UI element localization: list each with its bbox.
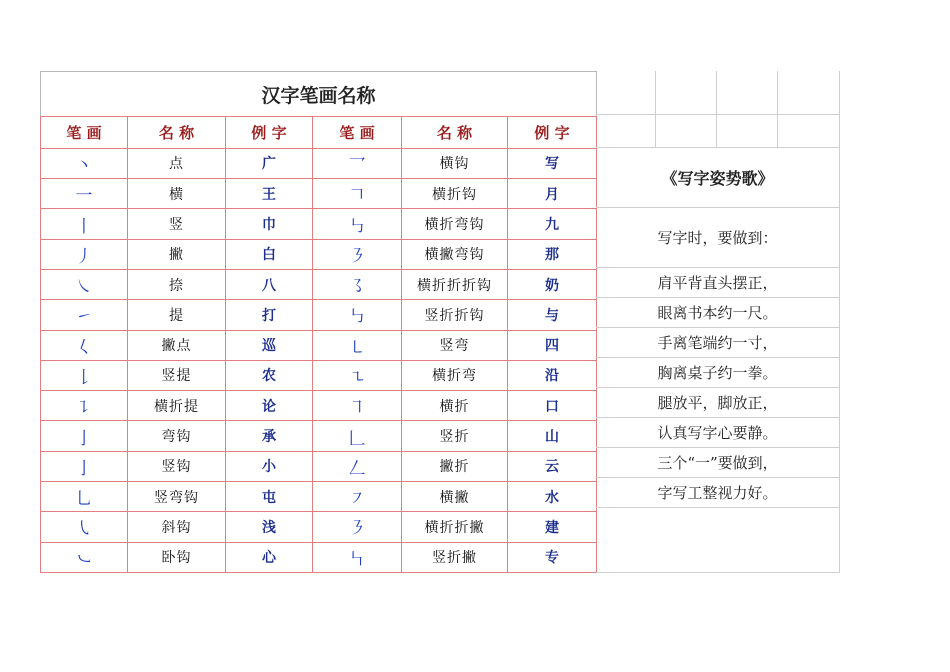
poem-line: 写字时，要做到： <box>596 208 840 268</box>
example-char: 巡 <box>226 330 313 360</box>
stroke-name: 横 <box>128 179 226 209</box>
stroke-glyph: 丶 <box>41 148 128 178</box>
grid-cell <box>596 115 656 148</box>
poem-line: 手离笔端约一寸， <box>596 328 840 358</box>
table-row <box>41 542 597 572</box>
stroke-name: 弯钩 <box>128 421 226 451</box>
stroke-name: 竖折折钩 <box>402 300 508 330</box>
stroke-glyph: 𡿨 <box>41 330 128 360</box>
example-char: 八 <box>226 269 313 299</box>
stroke-glyph: ㇋ <box>313 239 402 269</box>
stroke-glyph: ㇂ <box>41 512 128 542</box>
poem-panel <box>596 71 840 573</box>
stroke-glyph: 亅 <box>41 421 128 451</box>
stroke-name: 点 <box>128 148 226 178</box>
stroke-glyph: ㇉ <box>313 209 402 239</box>
stroke-glyph: 丿 <box>41 239 128 269</box>
example-char: 奶 <box>508 269 597 299</box>
stroke-glyph: ㇇ <box>313 482 402 512</box>
stroke-name: 横折 <box>402 391 508 421</box>
example-char: 四 <box>508 330 597 360</box>
stroke-name: 竖弯钩 <box>128 482 226 512</box>
example-char: 沿 <box>508 360 597 390</box>
poem-line: 腿放平，脚放正， <box>596 388 840 418</box>
grid-cell <box>717 71 778 115</box>
poem-line: 眼离书本约一尺。 <box>596 298 840 328</box>
grid-cell <box>656 71 717 115</box>
column-header: 笔 画 <box>313 117 402 148</box>
table-row <box>41 209 597 239</box>
example-char: 打 <box>226 300 313 330</box>
stroke-glyph: ㇕ <box>313 391 402 421</box>
stroke-glyph: 𠃊 <box>313 421 402 451</box>
table-row <box>41 421 597 451</box>
stroke-names-sheet <box>40 71 840 573</box>
table-row <box>41 512 597 542</box>
stroke-name: 竖提 <box>128 360 226 390</box>
stroke-glyph: ㇞ <box>313 542 402 572</box>
column-header: 例 字 <box>508 117 597 148</box>
column-header: 例 字 <box>226 117 313 148</box>
stroke-glyph: 𠃍 <box>313 179 402 209</box>
stroke-name: 斜钩 <box>128 512 226 542</box>
example-char: 水 <box>508 482 597 512</box>
example-char: 王 <box>226 179 313 209</box>
example-char: 屯 <box>226 482 313 512</box>
stroke-glyph: 丨 <box>41 209 128 239</box>
stroke-glyph: 一 <box>41 179 128 209</box>
stroke-name: 撇折 <box>402 451 508 481</box>
poem-title: 《写字姿势歌》 <box>661 169 774 188</box>
example-char: 广 <box>226 148 313 178</box>
stroke-name: 竖钩 <box>128 451 226 481</box>
table-title: 汉字笔画名称 <box>41 72 597 117</box>
stroke-name: 捺 <box>128 269 226 299</box>
grid-cell <box>717 115 778 148</box>
stroke-name: 横撇 <box>402 482 508 512</box>
column-header: 名 称 <box>128 117 226 148</box>
stroke-glyph: ㇌ <box>313 269 402 299</box>
stroke-name: 横钩 <box>402 148 508 178</box>
stroke-name: 横折折折钩 <box>402 269 508 299</box>
stroke-name: 横折弯 <box>402 360 508 390</box>
stroke-name: 竖弯 <box>402 330 508 360</box>
example-char: 白 <box>226 239 313 269</box>
stroke-name: 撇 <box>128 239 226 269</box>
poem-line: 认真写字心要静。 <box>596 418 840 448</box>
table-row <box>41 482 597 512</box>
stroke-glyph: ㇄ <box>313 330 402 360</box>
stroke-glyph: ㇍ <box>313 360 402 390</box>
stroke-glyph: ㇏ <box>41 269 128 299</box>
example-char: 云 <box>508 451 597 481</box>
example-char: 与 <box>508 300 597 330</box>
stroke-glyph: 乚 <box>41 482 128 512</box>
table-row <box>41 360 597 390</box>
stroke-name: 竖 <box>128 209 226 239</box>
example-char: 巾 <box>226 209 313 239</box>
stroke-glyph: 乛 <box>313 148 402 178</box>
grid-cell <box>656 115 717 148</box>
table-row <box>41 300 597 330</box>
stroke-name: 竖折 <box>402 421 508 451</box>
table-row <box>41 330 597 360</box>
example-char: 月 <box>508 179 597 209</box>
stroke-glyph: 𠄌 <box>41 360 128 390</box>
stroke-name: 横折钩 <box>402 179 508 209</box>
table-row <box>41 451 597 481</box>
stroke-glyph: ㇉ <box>313 300 402 330</box>
poem-blank-row <box>596 508 840 573</box>
example-char: 专 <box>508 542 597 572</box>
stroke-glyph: ㇀ <box>41 300 128 330</box>
example-char: 九 <box>508 209 597 239</box>
stroke-glyph: 亅 <box>41 451 128 481</box>
table-row <box>41 391 597 421</box>
example-char: 承 <box>226 421 313 451</box>
example-char: 口 <box>508 391 597 421</box>
stroke-glyph: ㇋ <box>313 512 402 542</box>
example-char: 浅 <box>226 512 313 542</box>
poem-title-row <box>596 148 840 208</box>
example-char: 农 <box>226 360 313 390</box>
stroke-name: 撇点 <box>128 330 226 360</box>
table-row <box>41 239 597 269</box>
stroke-glyph: ㇃ <box>41 542 128 572</box>
grid-cell <box>778 71 840 115</box>
poem-line: 肩平背直头摆正， <box>596 268 840 298</box>
stroke-names-table <box>40 71 597 573</box>
stroke-name: 提 <box>128 300 226 330</box>
stroke-name: 竖折撇 <box>402 542 508 572</box>
stroke-name: 横撇弯钩 <box>402 239 508 269</box>
stroke-name: 卧钩 <box>128 542 226 572</box>
stroke-name: 横折提 <box>128 391 226 421</box>
poem-line: 三个“一”要做到， <box>596 448 840 478</box>
poem-line: 胸离桌子约一拳。 <box>596 358 840 388</box>
stroke-name: 横折弯钩 <box>402 209 508 239</box>
stroke-name: 横折折撇 <box>402 512 508 542</box>
table-row <box>41 148 597 178</box>
column-header: 名 称 <box>402 117 508 148</box>
column-header: 笔 画 <box>41 117 128 148</box>
grid-cell <box>596 71 656 115</box>
example-char: 论 <box>226 391 313 421</box>
example-char: 心 <box>226 542 313 572</box>
example-char: 写 <box>508 148 597 178</box>
table-row <box>41 179 597 209</box>
example-char: 小 <box>226 451 313 481</box>
stroke-glyph: ㇊ <box>41 391 128 421</box>
example-char: 那 <box>508 239 597 269</box>
stroke-glyph: 𠃋 <box>313 451 402 481</box>
poem-line: 字写工整视力好。 <box>596 478 840 508</box>
table-row <box>41 269 597 299</box>
example-char: 山 <box>508 421 597 451</box>
grid-cell <box>778 115 840 148</box>
example-char: 建 <box>508 512 597 542</box>
